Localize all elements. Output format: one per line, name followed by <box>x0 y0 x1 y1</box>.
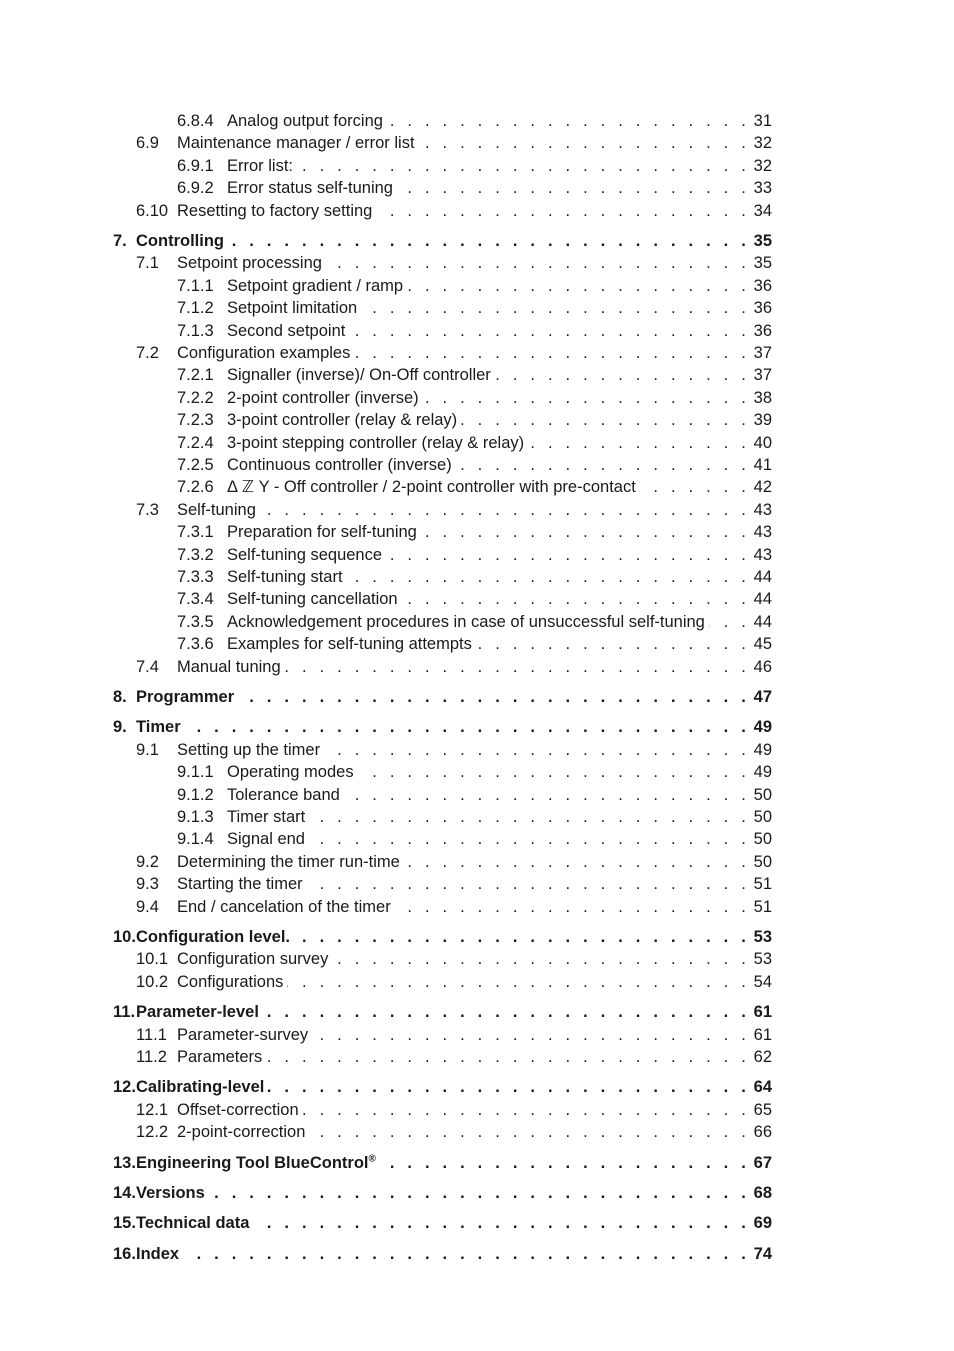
toc-entry[interactable] <box>0 588 954 610</box>
registered-mark: ® <box>368 1153 376 1165</box>
toc-entry-title-text: Controlling <box>136 232 224 250</box>
toc-entry-number: 7.2.5 <box>177 456 214 474</box>
toc-entry-title-text: Self-tuning sequence <box>227 545 383 564</box>
toc-entry-number: 7.3.4 <box>177 590 214 609</box>
toc-entry-title-text: 3-point controller (relay & relay) <box>227 411 458 430</box>
toc-entry-number: 7. <box>113 232 127 250</box>
toc-entry-page: 51 <box>753 897 772 916</box>
toc-entry-page: 66 <box>753 1123 772 1142</box>
toc-entry[interactable] <box>0 656 954 678</box>
toc-entry-number: 15. <box>113 1214 136 1233</box>
toc-entry-number: 7.2.1 <box>177 366 214 385</box>
toc-entry-page: 61 <box>753 1003 772 1022</box>
toc-entry-page: 68 <box>753 1184 772 1202</box>
toc-entry-number: 7.3 <box>136 500 159 519</box>
toc-entry-title <box>227 454 456 476</box>
toc-entry-title-text: Technical data <box>136 1214 250 1233</box>
toc-entry-page: 36 <box>753 321 772 340</box>
toc-entry-title-text: Δ ℤ Y - Off controller / 2-point controller with pre-contact <box>227 478 636 497</box>
toc-entry-title-text: Timer <box>136 718 181 737</box>
toc-entry-title <box>227 155 297 177</box>
toc-entry[interactable] <box>0 784 954 806</box>
toc-entry-title <box>177 1024 312 1046</box>
toc-entry-title <box>136 1243 183 1265</box>
toc-entry-number: 6.9 <box>136 134 159 153</box>
toc-entry-number: 6.10 <box>136 201 169 220</box>
toc-entry[interactable] <box>0 971 954 993</box>
toc-entry[interactable] <box>0 1243 954 1265</box>
toc-entry-title-text: Setpoint processing <box>177 254 322 273</box>
toc-entry-number: 16. <box>113 1244 136 1263</box>
toc-entry[interactable] <box>0 155 954 177</box>
toc-entry-title <box>177 971 287 993</box>
toc-entry-page: 50 <box>753 808 772 826</box>
toc-entry-title <box>227 806 309 828</box>
toc-entry-title <box>227 521 421 543</box>
toc-entry[interactable] <box>0 364 954 386</box>
toc-entry[interactable] <box>0 1212 954 1234</box>
toc-entry-title-text: End / cancelation of the timer <box>177 897 391 916</box>
toc-entry-page: 40 <box>753 433 772 452</box>
toc-entry-page: 45 <box>753 635 772 654</box>
toc-entry-title-text: Parameter-survey <box>177 1025 309 1044</box>
toc-entry-page: 64 <box>753 1078 772 1097</box>
toc-entry-number: 9.1.4 <box>177 830 214 849</box>
toc-entry-title-text: Setpoint limitation <box>227 299 358 318</box>
toc-entry-title <box>227 432 528 454</box>
toc-entry-title <box>177 1046 266 1068</box>
toc-entry-title <box>136 716 185 738</box>
toc-entry-title <box>227 566 347 588</box>
toc-entry[interactable] <box>0 110 954 132</box>
toc-entry-title <box>227 409 461 431</box>
toc-entry-title <box>136 1076 268 1098</box>
toc-entry-title <box>227 110 387 132</box>
toc-entry-title <box>227 177 397 199</box>
toc-entry-number: 9.2 <box>136 852 159 871</box>
toc-entry-title <box>227 633 476 655</box>
toc-entry-title-text: Operating modes <box>227 763 354 782</box>
toc-entry-title-text: Signaller (inverse)/ On-Off controller <box>227 366 491 385</box>
toc-leader-dots <box>227 155 750 177</box>
toc-entry[interactable] <box>0 948 954 970</box>
toc-entry-title <box>136 926 294 948</box>
toc-entry[interactable] <box>0 252 954 274</box>
toc-entry-number: 9. <box>113 718 127 737</box>
toc-entry-title-text: Examples for self-tuning attempts <box>227 635 472 654</box>
toc-entry-title-text: 2-point controller (inverse) <box>227 388 419 407</box>
toc-entry-title <box>177 948 332 970</box>
toc-entry-title-text: 2-point-correction <box>177 1123 306 1142</box>
toc-entry-page: 46 <box>753 657 772 676</box>
toc-leader-dots <box>136 716 750 738</box>
toc-entry-page: 36 <box>753 276 772 295</box>
toc-entry-title <box>136 1212 253 1234</box>
toc-entry-number: 7.2.4 <box>177 433 214 452</box>
toc-entry-title-text: Offset-correction <box>177 1100 299 1119</box>
toc-entry[interactable] <box>0 230 954 252</box>
toc-entry[interactable] <box>0 611 954 633</box>
toc-entry-title <box>177 342 354 364</box>
toc-entry-title-text: Index <box>136 1244 180 1263</box>
toc-entry-title-text: Setting up the timer <box>177 740 321 759</box>
toc-entry-title <box>177 896 395 918</box>
toc-entry-number: 10.2 <box>136 972 169 991</box>
toc-entry[interactable] <box>0 1001 954 1023</box>
toc-entry-number: 7.3.5 <box>177 612 214 631</box>
toc-entry-title <box>177 656 285 678</box>
toc-entry-title <box>227 476 640 498</box>
toc-leader-dots <box>136 230 750 252</box>
toc-entry-title <box>227 761 358 783</box>
toc-entry-number: 7.2 <box>136 344 159 362</box>
toc-entry-title <box>136 1152 380 1174</box>
toc-entry-page: 61 <box>753 1025 772 1044</box>
toc-entry[interactable] <box>0 499 954 521</box>
toc-entry-title-text: Acknowledgement procedures in case of unsuccessful self-tuning <box>227 612 705 631</box>
toc-entry-page: 38 <box>753 388 772 407</box>
toc-entry[interactable] <box>0 1152 954 1174</box>
toc-entry[interactable] <box>0 297 954 319</box>
toc-entry[interactable] <box>0 1099 954 1121</box>
toc-entry-title-text: Parameter-level <box>136 1003 259 1022</box>
toc-entry-title-text: Setpoint gradient / ramp <box>227 276 404 295</box>
toc-entry[interactable] <box>0 686 954 708</box>
toc-entry-number: 14. <box>113 1184 136 1202</box>
toc-entry-title-text: Engineering Tool BlueControl <box>136 1153 369 1172</box>
toc-entry-title <box>136 686 238 708</box>
toc-entry-title-text: Manual tuning <box>177 657 281 676</box>
toc-entry[interactable] <box>0 566 954 588</box>
toc-entry-number: 10.1 <box>136 950 169 969</box>
toc-entry[interactable] <box>0 409 954 431</box>
toc-entry-number: 12.2 <box>136 1123 169 1142</box>
toc-entry-title <box>136 230 228 252</box>
toc-entry-title-text: Programmer <box>136 688 235 706</box>
toc-entry-title <box>227 544 386 566</box>
toc-entry-title-text: Parameters <box>177 1048 263 1066</box>
toc-entry[interactable] <box>0 177 954 199</box>
toc-entry-page: 74 <box>753 1244 772 1263</box>
toc-entry-page: 31 <box>753 112 772 130</box>
toc-entry-title <box>227 275 407 297</box>
toc-entry-number: 9.1.2 <box>177 785 214 804</box>
toc-entry[interactable] <box>0 1121 954 1143</box>
toc-entry[interactable] <box>0 851 954 873</box>
toc-entry-title <box>177 873 307 895</box>
toc-entry-page: 43 <box>753 545 772 564</box>
toc-entry[interactable] <box>0 828 954 850</box>
toc-entry-page: 44 <box>753 590 772 609</box>
toc-entry-number: 8. <box>113 688 127 706</box>
toc-entry-page: 41 <box>753 456 772 474</box>
toc-entry[interactable] <box>0 320 954 342</box>
toc-entry[interactable] <box>0 716 954 738</box>
toc-entry-page: 43 <box>753 523 772 542</box>
toc-entry-number: 9.3 <box>136 875 159 894</box>
toc-leader-dots <box>177 499 750 521</box>
toc-entry[interactable] <box>0 275 954 297</box>
toc-entry[interactable] <box>0 1076 954 1098</box>
toc-entry-page: 32 <box>753 156 772 175</box>
toc-leader-dots <box>136 1182 750 1204</box>
toc-entry-title <box>177 851 404 873</box>
toc-entry-title-text: Tolerance band <box>227 785 340 804</box>
toc-entry-page: 35 <box>753 232 772 250</box>
toc-entry-title <box>227 588 402 610</box>
toc-entry-number: 7.2.2 <box>177 388 214 407</box>
toc-entry-page: 37 <box>753 366 772 385</box>
toc-entry-title <box>227 364 495 386</box>
toc-entry-title-text: Analog output forcing <box>227 112 383 130</box>
toc-entry-page: 36 <box>753 299 772 318</box>
toc-entry-page: 35 <box>753 254 772 273</box>
toc-entry-title <box>136 1001 263 1023</box>
toc-entry[interactable] <box>0 873 954 895</box>
toc-entry-number: 6.9.2 <box>177 179 214 198</box>
toc-entry-page: 53 <box>753 928 772 946</box>
toc-entry-number: 6.8.4 <box>177 112 214 130</box>
toc-entry-page: 69 <box>753 1214 772 1233</box>
toc-entry-title <box>227 828 309 850</box>
toc-entry-title-text: Continuous controller (inverse) <box>227 456 452 474</box>
toc-entry[interactable] <box>0 633 954 655</box>
toc-entry-number: 9.1.1 <box>177 763 214 782</box>
toc-entry-title-text: Configurations <box>177 972 284 991</box>
toc-entry-title <box>227 297 361 319</box>
toc-entry[interactable] <box>0 544 954 566</box>
toc-entry-title-text: Timer start <box>227 808 306 826</box>
toc-entry-page: 43 <box>753 500 772 519</box>
toc-entry-page: 51 <box>753 875 772 894</box>
toc-entry[interactable] <box>0 739 954 761</box>
toc-entry-page: 42 <box>753 478 772 497</box>
toc-entry[interactable] <box>0 387 954 409</box>
toc-entry-title-text: Resetting to factory setting <box>177 201 373 220</box>
toc-entry[interactable] <box>0 342 954 364</box>
toc-entry-number: 7.1.3 <box>177 321 214 340</box>
toc-entry-page: 34 <box>753 201 772 220</box>
toc-entry-page: 49 <box>753 740 772 759</box>
toc-entry-page: 65 <box>753 1100 772 1119</box>
toc-entry-page: 50 <box>753 852 772 871</box>
toc-entry-title <box>177 1121 309 1143</box>
toc-entry-number: 11.1 <box>136 1025 167 1044</box>
toc-entry-title-text: Determining the timer run-time <box>177 852 400 871</box>
toc-entry-title-text: Starting the timer <box>177 875 303 894</box>
toc-entry-page: 32 <box>753 134 772 153</box>
toc-entry-number: 13. <box>113 1153 136 1172</box>
toc-entry-number: 12.1 <box>136 1100 169 1119</box>
toc-entry-title-text: Configuration survey <box>177 950 329 969</box>
toc-entry-title-text: Error list: <box>227 156 293 175</box>
toc-entry-number: 7.3.3 <box>177 568 214 586</box>
toc-entry-number: 7.1.1 <box>177 276 214 295</box>
toc-entry-number: 7.3.1 <box>177 523 214 542</box>
toc-entry-page: 54 <box>753 972 772 991</box>
toc-entry-page: 49 <box>753 718 772 737</box>
toc-entry-title <box>177 132 419 154</box>
toc-entry-number: 9.1.3 <box>177 808 214 826</box>
toc-entry-title-text: Self-tuning start <box>227 568 343 586</box>
toc-entry-number: 7.4 <box>136 657 159 676</box>
toc-entry[interactable] <box>0 132 954 154</box>
toc-entry-title <box>177 739 324 761</box>
toc-entry-page: 53 <box>753 950 772 969</box>
toc-entry-page: 39 <box>753 411 772 430</box>
toc-entry-title-text: Self-tuning cancellation <box>227 590 398 609</box>
toc-entry-title-text: Configuration level. <box>136 928 291 946</box>
toc-entry-title <box>227 611 709 633</box>
toc-entry[interactable] <box>0 454 954 476</box>
toc-entry-title <box>177 252 326 274</box>
toc-entry-number: 7.1.2 <box>177 299 214 318</box>
toc-entry-number: 11.2 <box>136 1048 167 1066</box>
toc-entry-title <box>227 387 423 409</box>
toc-entry-number: 10. <box>113 928 136 946</box>
toc-entry-title-text: Second setpoint <box>227 321 346 340</box>
toc-entry-title-text: Preparation for self-tuning <box>227 523 417 542</box>
toc-entry-title <box>177 200 376 222</box>
toc-entry[interactable] <box>0 926 954 948</box>
toc-entry-number: 7.3.2 <box>177 545 214 564</box>
toc-entry-title-text: Maintenance manager / error list <box>177 134 415 153</box>
toc-entry-number: 12. <box>113 1078 136 1097</box>
toc-entry[interactable] <box>0 476 954 498</box>
toc-entry-page: 62 <box>753 1048 772 1066</box>
toc-entry[interactable] <box>0 1024 954 1046</box>
toc-entry-page: 49 <box>753 763 772 782</box>
toc-entry[interactable] <box>0 1182 954 1204</box>
toc-entry-title <box>136 1182 209 1204</box>
toc-entry-title <box>177 499 260 521</box>
toc-entry[interactable] <box>0 896 954 918</box>
toc-entry[interactable] <box>0 432 954 454</box>
toc-entry-page: 33 <box>753 179 772 198</box>
toc-entry-number: 7.2.6 <box>177 478 214 497</box>
toc-entry-title <box>227 320 349 342</box>
toc-entry-title-text: Self-tuning <box>177 500 256 519</box>
toc-entry[interactable] <box>0 806 954 828</box>
toc-leader-dots <box>136 1243 750 1265</box>
toc-entry-title-text: Error status self-tuning <box>227 179 393 198</box>
toc-entry-title-text: Signal end <box>227 830 305 849</box>
toc-entry-page: 37 <box>753 344 772 362</box>
toc-entry-page: 47 <box>753 688 772 706</box>
toc-entry-title <box>177 1099 303 1121</box>
toc-entry-title-text: Calibrating-level <box>136 1078 265 1097</box>
toc-entry[interactable] <box>0 1046 954 1068</box>
toc-entry-number: 9.1 <box>136 740 159 759</box>
toc-entry[interactable] <box>0 761 954 783</box>
toc-entry-title-text: Versions <box>136 1184 205 1202</box>
toc-entry-number: 7.3.6 <box>177 635 214 654</box>
toc-entry-number: 9.4 <box>136 897 159 916</box>
toc-entry-title-text: 3-point stepping controller (relay & relay) <box>227 433 525 452</box>
toc-entry[interactable] <box>0 200 954 222</box>
toc-entry-title-text: Configuration examples <box>177 344 351 362</box>
toc-entry[interactable] <box>0 521 954 543</box>
toc-entry-title <box>227 784 344 806</box>
toc-entry-number: 6.9.1 <box>177 156 214 175</box>
toc-entry-number: 11. <box>113 1003 136 1022</box>
toc-entry-page: 44 <box>753 612 772 631</box>
toc-entry-page: 67 <box>753 1153 772 1172</box>
toc-entry-number: 7.2.3 <box>177 411 214 430</box>
toc-entry-number: 7.1 <box>136 254 159 273</box>
toc-entry-page: 50 <box>753 785 772 804</box>
toc-entry-page: 50 <box>753 830 772 849</box>
toc-entry-page: 44 <box>753 568 772 586</box>
